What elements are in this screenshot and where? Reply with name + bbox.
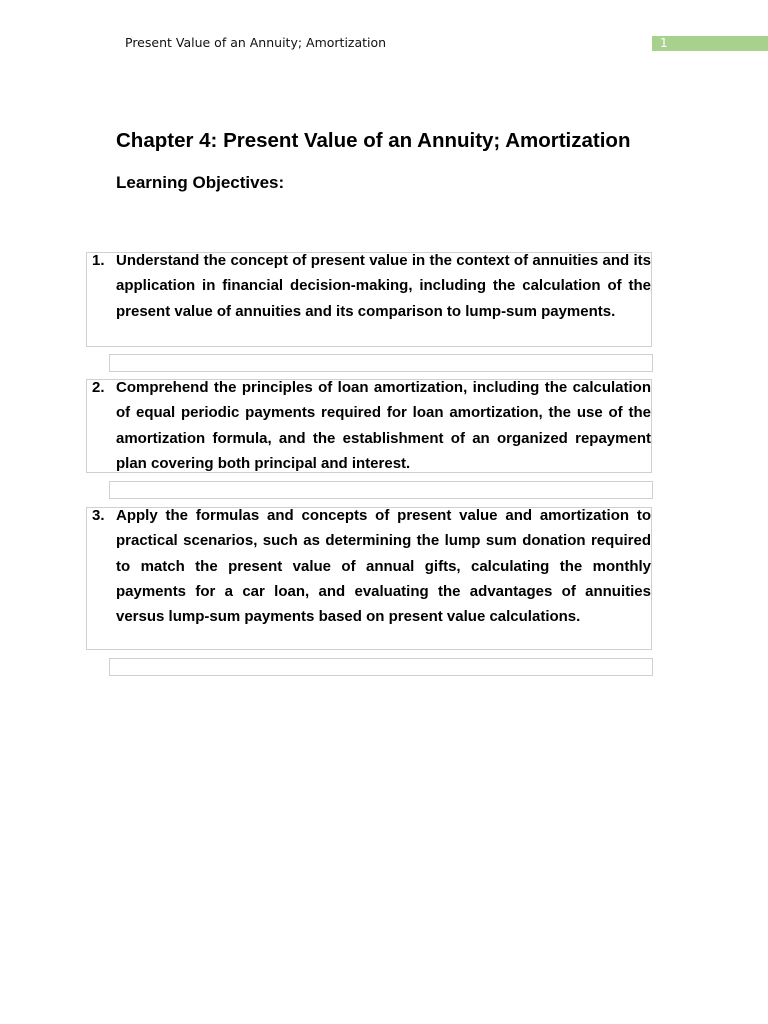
objective-text-3: Apply the formulas and concepts of present value and amortization to practical scenarios, such as determining the lump sum donation required to match the present value of annual gifts, calculating the monthly payments for a car loan, and evaluating the advantages of annuities versus lump-sum payments based on present value calculations. <box>116 507 651 626</box>
objective-number-1: 1. <box>92 252 105 269</box>
objective-spacer-1 <box>109 354 653 372</box>
objective-number-3: 3. <box>92 507 105 524</box>
chapter-title: Chapter 4: Present Value of an Annuity; Amortization <box>116 129 631 152</box>
objective-text-2: Comprehend the principles of loan amortization, including the calculation of equal periodic payments required for loan amortization, the use of the amortization formula, and the establishment of an organized repayment plan covering both principal and interest. <box>116 379 651 472</box>
page-number-badge: 1 <box>652 36 768 51</box>
running-header-title: Present Value of an Annuity; Amortization <box>125 35 387 50</box>
objective-text-1: Understand the concept of present value in the context of annuities and its application in financial decision-making, including the calculation of the present value of annuities and its comparison to lump-sum payments. <box>116 252 651 320</box>
objective-spacer-2 <box>109 481 653 499</box>
objective-spacer-3 <box>109 658 653 676</box>
learning-objectives-heading: Learning Objectives: <box>116 173 285 192</box>
objective-number-2: 2. <box>92 379 105 396</box>
